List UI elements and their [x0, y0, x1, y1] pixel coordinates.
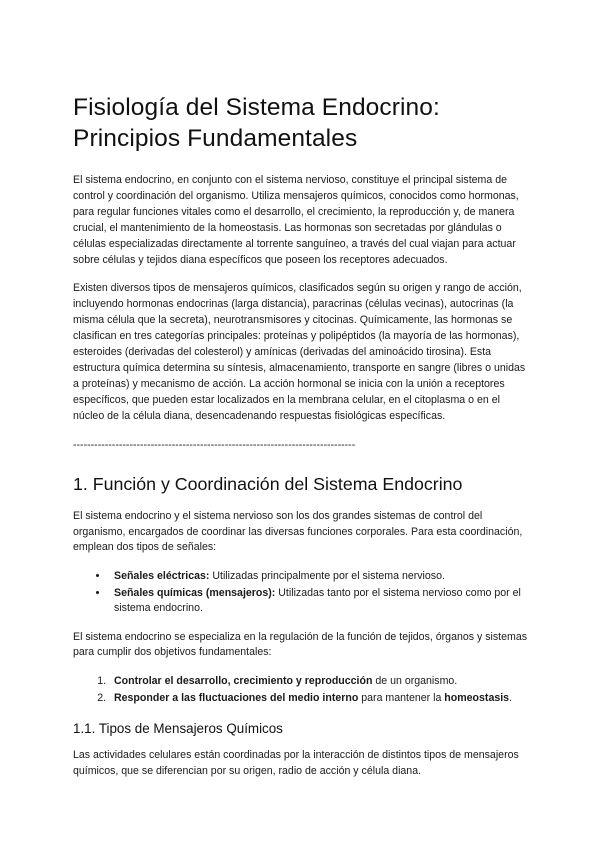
- intro-paragraph-1: El sistema endocrino, en conjunto con el sistema nervioso, constituye el principal sistema de control y coordinación del organismo. Utiliza mensajeros químicos, conocidos como hormonas, para regular funciones vitales como el desarrollo, el crecimiento, la reproducción y, de manera crucial, el mantenimiento de la homeostasis. Las hormonas son secretadas por glándulas o células especializadas directamente al torrente sanguíneo, a través del cual viajan para actuar sobre células y tejidos diana específicos que poseen los receptores adecuados.: [73, 174, 519, 266]
- list-item-bold: Señales eléctricas:: [114, 570, 210, 583]
- list-item-text-end: .: [509, 691, 513, 704]
- list-item-bold: Señales químicas (mensajeros):: [114, 586, 276, 599]
- section-1-paragraph-2: El sistema endocrino se especializa en la regulación de la función de tejidos, órganos y sistemas para cumplir dos objetivos fundamentales:: [73, 630, 528, 659]
- document-page: [73, 92, 529, 793]
- signal-types-list: [73, 569, 529, 616]
- list-item: [109, 691, 529, 706]
- list-item-text: para mantener la: [358, 691, 445, 704]
- section-1-1-heading: 1.1. Tipos de Mensajeros Químicos: [73, 721, 283, 737]
- list-item-bold: Responder a las fluctuaciones del medio interno: [114, 691, 359, 704]
- section-1-heading: 1. Función y Coordinación del Sistema Endocrino: [73, 473, 463, 494]
- horizontal-separator: --------------------------------------------------------------------------------: [73, 438, 356, 451]
- list-item: [109, 586, 529, 617]
- list-item-text: Utilizadas principalmente por el sistema nervioso.: [209, 570, 445, 583]
- list-item-bold-term: homeostasis: [444, 691, 510, 704]
- document-title: Fisiología del Sistema Endocrino: Principios Fundamentales: [73, 94, 440, 152]
- list-item-text: Utilizadas tanto por el sistema nervioso como por el sistema endocrino.: [114, 586, 521, 615]
- objectives-list: [73, 674, 529, 706]
- section-1-paragraph-1: El sistema endocrino y el sistema nervioso son los dos grandes sistemas de control del organismo, encargados de coordinar las diversas funciones corporales. Para esta coordinación, emplean dos tipos de señales:: [73, 509, 523, 554]
- list-item: [109, 674, 529, 689]
- list-item: [109, 569, 529, 584]
- intro-paragraph-2: Existen diversos tipos de mensajeros químicos, clasificados según su origen y rango de acción, incluyendo hormonas endocrinas (larga distancia), paracrinas (células vecinas), autocrinas (la misma célula que la secreta), neurotransmisores y citocinas. Químicamente, las hormonas se clasifican en tres categorías principales: proteínas y polipéptidos (la mayoría de las hormonas), esteroides (derivadas del colesterol) y amínicas (derivadas del aminoácido tirosina). Esta estructura química determina su síntesis, almacenamiento, transporte en sangre (libres o unidas a proteínas) y mecanismo de acción. La acción hormonal se inicia con la unión a receptores específicos, que pueden estar localizados en la membrana celular, en el citoplasma o en el núcleo de la célula diana, desencadenando respuestas fisiológicas específicas.: [73, 282, 526, 422]
- list-item-text: de un organismo.: [372, 675, 458, 688]
- section-1-1-paragraph-1: Las actividades celulares están coordinadas por la interacción de distintos tipos de mensajeros químicos, que se diferencian por su origen, radio de acción y célula diana.: [73, 749, 519, 778]
- list-item-bold: Controlar el desarrollo, crecimiento y reproducción: [114, 675, 373, 688]
